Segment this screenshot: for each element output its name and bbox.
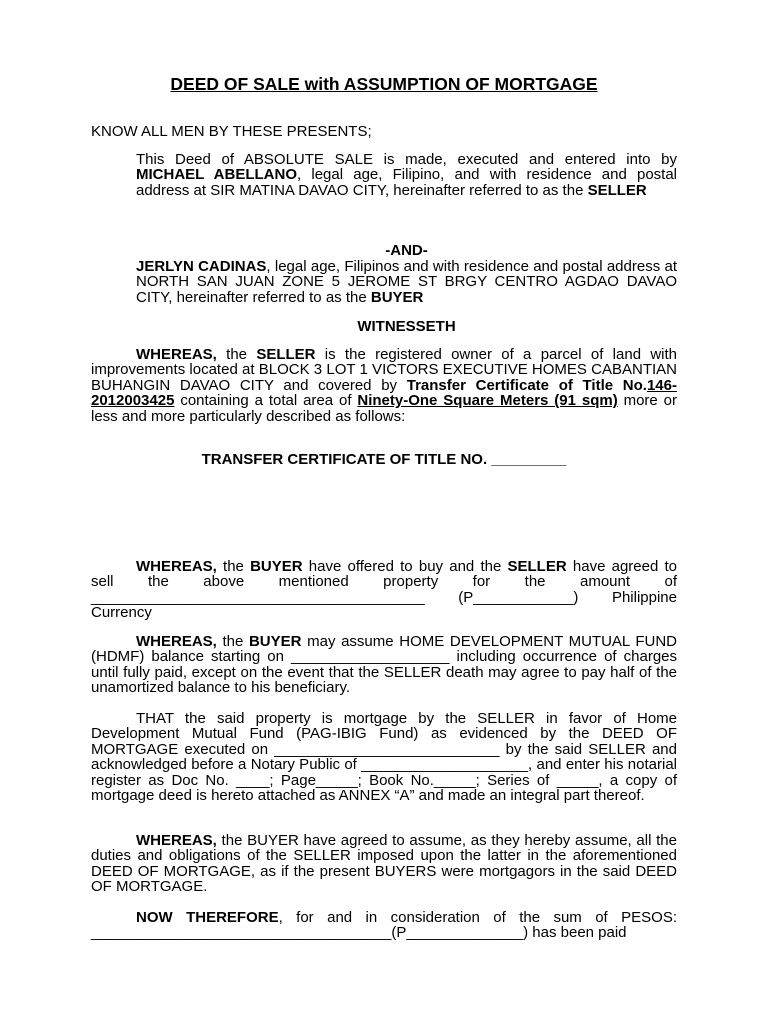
intro-text-2: , legal age, Filipino, and with residence and postal address at SIR MATINA DAVAO CITY, hereinafter referred to as the [136,166,678,199]
tct-number: 146-2012003425 [91,376,677,410]
whereas-paragraph-3 [91,634,677,696]
p1-text-3: containing a total area of [174,392,358,410]
buyer-label: BUYER [370,288,424,306]
p6-text: , for and in consideration of the sum of PESOS: ____________________________________(P______________) has been paid [91,909,677,942]
whereas-paragraph-1 [91,347,677,424]
whereas-label: WHEREAS, [136,558,217,575]
p3-text-2: may assume HOME DEVELOPMENT MUTUAL FUND (HDMF) balance starting on ___________________ including occurrence of charges until fully paid, except on the event that the SELLER death may agree to pay half of the unamortized balance to his beneficiary. [91,633,677,697]
intro-text: This Deed of ABSOLUTE SALE is made, executed and entered into by [136,151,677,168]
intro-paragraph [136,152,677,198]
and-separator: -AND- [385,242,428,259]
buyer-name: JERLYN CADINAS [136,258,267,275]
p1-text: the [216,346,257,363]
whereas-label: WHEREAS, [136,832,217,849]
mortgage-paragraph: THAT the said property is mortgage by the SELLER in favor of Home Development Mutual Fund (PAG-IBIG Fund) as evidenced by the DEED OF MORTGAGE executed on ___________________________ by the said SELLER and acknowledged before a Notary Public of ____________________, and enter his notarial register as Doc No. ____; Page_____; Book No._____; Series of _____, a copy of mortgage deed is hereto attached as ANNEX “A” and made an integral part thereof. [91,710,677,805]
p1-text-4: more or less and more particularly described as follows: [91,392,677,425]
p5-text: the BUYER have agreed to assume, as they hereby assume, all the duties and obligations of the SELLER imposed upon the latter in the aforementioned DEED OF MORTGAGE, as if the present BUYERS were mortgagors in the said DEED OF MORTGAGE. [91,832,677,896]
p2-text: the [216,558,251,575]
now-therefore-label: NOW THEREFORE [136,909,279,926]
buyer-paragraph [136,259,677,305]
p3-text: the [216,633,249,650]
whereas-paragraph-5 [91,833,677,895]
now-therefore-paragraph [91,910,677,941]
whereas-label: WHEREAS, [136,633,217,650]
whereas-label: WHEREAS, [136,346,217,363]
buyer-text: , legal age, Filipinos and with residence and postal address at NORTH SAN JUAN ZONE 5 JEROME ST BRGY CENTRO AGDAO DAVAO CITY, hereinafter referred to as the [136,258,677,306]
buyer-ref: BUYER [248,633,302,650]
land-area: Ninety-One Square Meters (91 sqm) [357,392,618,410]
know-all-line: KNOW ALL MEN BY THESE PRESENTS; [91,123,372,140]
p1-text-2: is the registered owner of a parcel of land with improvements located at BLOCK 3 LOT 1 VICTORS EXECUTIVE HOMES CABANTIAN BUHANGIN DAVAO CITY and covered by [91,346,678,394]
buyer-ref: BUYER [250,558,303,575]
tct-heading: TRANSFER CERTIFICATE OF TITLE NO. _________ [201,451,567,468]
seller-ref: SELLER [507,558,567,575]
tct-label: Transfer Certificate of Title No. [406,376,647,394]
p2-text-2: have offered to buy and the [302,558,508,575]
witnesseth-heading: WITNESSETH [357,318,456,335]
whereas-paragraph-2 [91,559,677,621]
seller-name: MICHAEL ABELLANO [136,166,298,184]
document-title: DEED OF SALE with ASSUMPTION OF MORTGAGE [170,74,598,94]
p2-text-3: have agreed to sell the above mentioned property for the amount of ________________________________________ (P____________) Philippine Currency [91,558,678,622]
seller-label: SELLER [587,181,647,199]
seller-ref: SELLER [256,346,316,363]
